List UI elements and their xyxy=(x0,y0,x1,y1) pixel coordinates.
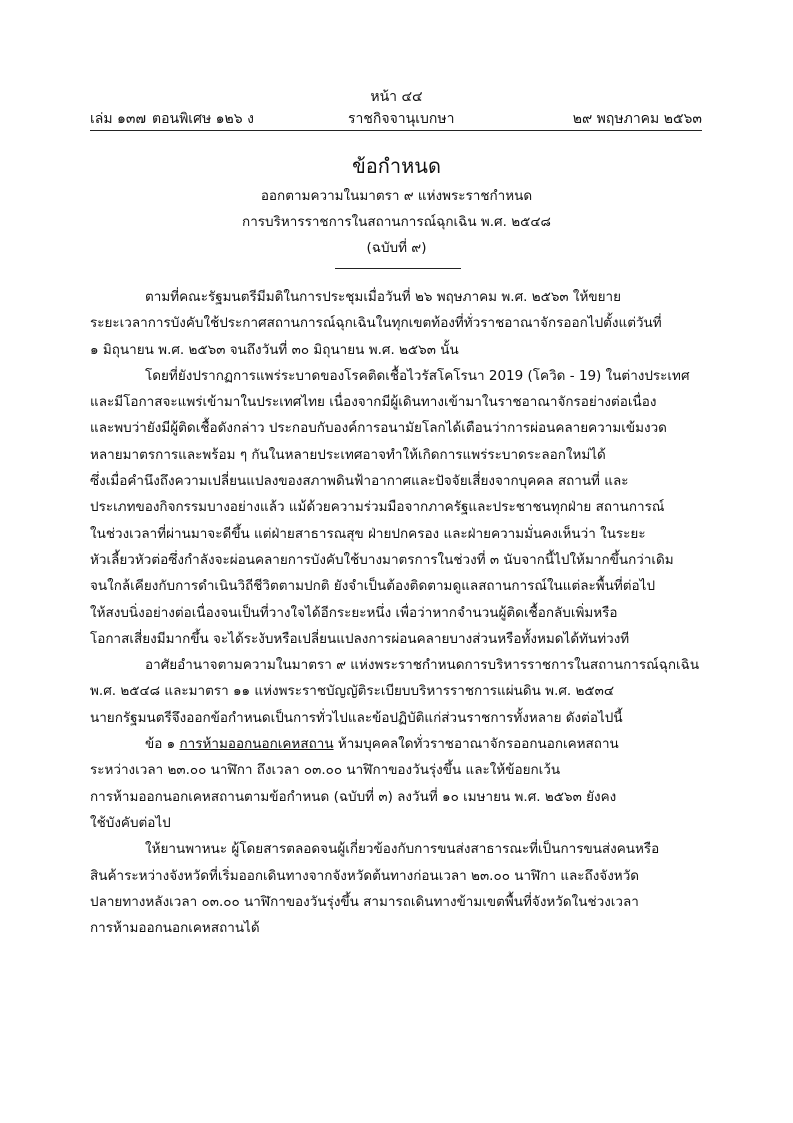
clause-1 xyxy=(90,731,702,836)
paragraph-authority xyxy=(90,652,702,731)
document-body xyxy=(90,284,702,941)
special-issue: ตอนพิเศษ ๑๒๖ ง xyxy=(152,111,254,127)
subtitle-line-3: (ฉบับที่ ๙) xyxy=(366,240,427,256)
text-line: สินค้าระหว่างจังหวัดที่เริ่มออกเดินทางจากจังหวัดต้นทางก่อนเวลา ๒๓.๐๐ นาฬิกา และถึงจังหวัด xyxy=(90,867,640,884)
text-line: การห้ามออกนอกเคหสถานได้ xyxy=(90,920,260,937)
volume-number: เล่ม ๑๓๗ xyxy=(90,111,147,127)
text-line: อาศัยอำนาจตามความในมาตรา ๙ แห่งพระราชกำหนดการบริหารราชการในสถานการณ์ฉุกเฉิน xyxy=(145,657,700,674)
paragraph-preamble xyxy=(90,284,702,363)
text-line: และพบว่ายังมีผู้ติดเชื้อดังกล่าว ประกอบกับองค์การอนามัยโลกได้เตือนว่าการผ่อนคลายความเข้มงวด xyxy=(90,420,667,437)
text-line: ให้สงบนิ่งอย่างต่อเนื่องจนเป็นที่วางใจได้อีกระยะหนึ่ง เพื่อว่าหากจำนวนผู้ติดเชื้อกลับเพิ่มหรือ xyxy=(90,604,618,621)
paragraph-transport-exemption xyxy=(90,836,702,941)
text-line: พ.ศ. ๒๕๔๘ และมาตรา ๑๑ แห่งพระราชบัญญัติระเบียบบริหารราชการแผ่นดิน พ.ศ. ๒๕๓๔ xyxy=(90,683,615,700)
subtitle-line-2: การบริหารราชการในสถานการณ์ฉุกเฉิน พ.ศ. ๒๕๔๘ xyxy=(242,214,551,230)
text-line: การห้ามออกนอกเคหสถานตามข้อกำหนด (ฉบับที่ ๓) ลงวันที่ ๑๐ เมษายน พ.ศ. ๒๕๖๓ ยังคง xyxy=(90,788,617,805)
text-line: จนใกล้เคียงกับการดำเนินวิถีชีวิตตามปกติ ยังจำเป็นต้องติดตามดูแลสถานการณ์ในแต่ละพื้นที่ต่อไป xyxy=(90,578,656,595)
text-line: ระหว่างเวลา ๒๓.๐๐ นาฬิกา ถึงเวลา ๐๓.๐๐ นาฬิกาของวันรุ่งขึ้น และให้ข้อยกเว้น xyxy=(90,762,561,779)
title-divider xyxy=(335,268,461,269)
gazette-header xyxy=(90,108,702,128)
text-line: และมีโอกาสจะแพร่เข้ามาในประเทศไทย เนื่องจากมีผู้เดินทางเข้ามาในราชอาณาจักรอย่างต่อเนื่อง xyxy=(90,394,657,411)
text-line: ตามที่คณะรัฐมนตรีมีมติในการประชุมเมื่อวันที่ ๒๖ พฤษภาคม พ.ศ. ๒๕๖๓ ให้ขยาย xyxy=(145,289,622,305)
text-line: ๑ มิถุนายน พ.ศ. ๒๕๖๓ จนถึงวันที่ ๓๐ มิถุนายน พ.ศ. ๒๕๖๓ นั้น xyxy=(90,341,459,358)
text-line: หลายมาตรการและพร้อม ๆ กันในหลายประเทศอาจทำให้เกิดการแพร่ระบาดระลอกใหม่ได้ xyxy=(90,446,606,463)
text-line: ซึ่งเมื่อคำนึงถึงความเปลี่ยนแปลงของสภาพดินฟ้าอากาศและปัจจัยเสี่ยงจากบุคคล สถานที่ และ xyxy=(90,473,629,490)
header-divider xyxy=(90,130,702,131)
subtitle-line-1: ออกตามความในมาตรา ๙ แห่งพระราชกำหนด xyxy=(260,188,533,204)
clause-text: ห้ามบุคคลใดทั่วราชอาณาจักรออกนอกเคหสถาน xyxy=(333,736,619,753)
clause-1-first-line xyxy=(90,731,702,757)
text-line: ปลายทางหลังเวลา ๐๓.๐๐ นาฬิกาของวันรุ่งขึ้น สามารถเดินทางข้ามเขตพื้นที่จังหวัดในช่วงเวลา xyxy=(90,893,639,910)
text-line: โดยที่ยังปรากฏการแพร่ระบาดของโรคติดเชื้อไวรัสโคโรนา 2019 (โควิด - 19) ในต่างประเทศ xyxy=(145,367,690,384)
text-line: ในช่วงเวลาที่ผ่านมาจะดีขึ้น แต่ฝ่ายสาธารณสุข ฝ่ายปกครอง และฝ่ายความมั่นคงเห็นว่า ในระยะ xyxy=(90,525,646,542)
page-number: หน้า ๔๔ xyxy=(370,89,423,105)
gazette-name: ราชกิจจานุเบกษา xyxy=(348,111,455,127)
document-title: ข้อกำหนด xyxy=(352,154,441,178)
text-line: ประเภทของกิจกรรมบางอย่างแล้ว แม้ด้วยความร่วมมือจากภาครัฐและประชาชนทุกฝ่าย สถานการณ์ xyxy=(90,499,665,516)
paragraph-situation xyxy=(90,363,702,652)
text-line: นายกรัฐมนตรีจึงออกข้อกำหนดเป็นการทั่วไปและข้อปฏิบัติแก่ส่วนราชการทั้งหลาย ดังต่อไปนี้ xyxy=(90,709,623,726)
text-line: ให้ยานพาหนะ ผู้โดยสารตลอดจนผู้เกี่ยวข้องกับการขนส่งสาธารณะที่เป็นการขนส่งคนหรือ xyxy=(145,841,660,858)
text-line: ระยะเวลาการบังคับใช้ประกาศสถานการณ์ฉุกเฉินในทุกเขตท้องที่ทั่วราชอาณาจักรออกไปตั้งแต่วันที่ xyxy=(90,315,662,332)
publication-date: ๒๙ พฤษภาคม ๒๕๖๓ xyxy=(572,111,702,127)
text-line: ใช้บังคับต่อไป xyxy=(90,814,171,831)
text-line: หัวเลี้ยวหัวต่อซึ่งกำลังจะผ่อนคลายการบังคับใช้บางมาตรการในช่วงที่ ๓ นับจากนี้ไปให้มากขึ้นกว่าเดิม xyxy=(90,551,674,568)
text-line: โอกาสเสี่ยงมีมากขึ้น จะได้ระงับหรือเปลี่ยนแปลงการผ่อนคลายบางส่วนหรือทั้งหมดได้ทันท่วงที xyxy=(90,630,630,647)
clause-number: ข้อ ๑ xyxy=(145,736,180,753)
clause-heading: การห้ามออกนอกเคหสถาน xyxy=(179,736,334,753)
